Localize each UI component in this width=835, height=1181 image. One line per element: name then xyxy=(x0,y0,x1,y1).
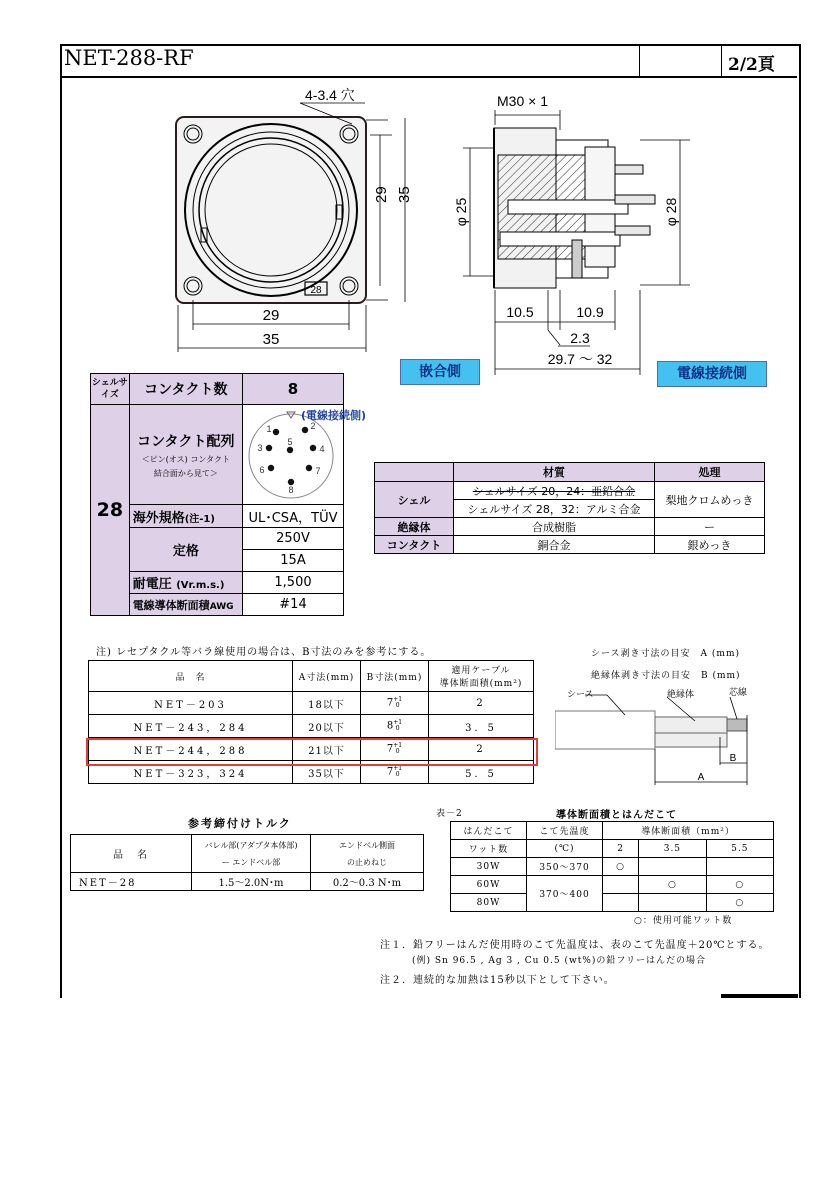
contact-pin xyxy=(273,428,279,434)
cable-b: 8 +1 0 xyxy=(361,715,429,738)
cable-table xyxy=(88,660,534,784)
solder-table xyxy=(450,821,774,912)
mating-side-badge: 嵌合側 xyxy=(400,359,480,385)
solder-cell xyxy=(603,894,639,912)
torque-header-endbell: エンドベル側面 の止めねじ xyxy=(311,835,424,873)
cable-b: 7 +1 0 xyxy=(361,738,429,761)
material-insulator: 合成樹脂 xyxy=(454,518,655,536)
technical-drawing xyxy=(0,0,835,400)
sheath-strip-text: シース剥き寸法の目安 A (mm) xyxy=(591,649,741,659)
bottom-bar xyxy=(721,994,798,998)
cable-area: 3．5 xyxy=(429,715,534,738)
a-label: A xyxy=(697,772,705,783)
solder-header-temp1: こて先温度 xyxy=(527,822,603,840)
torque-table xyxy=(70,834,424,891)
contact-pin-number: 6 xyxy=(259,464,265,475)
dimension-2-3: 2.3 xyxy=(570,330,590,346)
shell-size-value: 28 xyxy=(91,405,130,616)
torque-endbell: 0.2～0.3 N･m xyxy=(311,873,424,891)
torque-header-barrel: バレル部(アダプタ本体部) ー エンドベル部 xyxy=(192,835,311,873)
insulator-strip-text: 絶縁体剥き寸法の目安 B (mm) xyxy=(591,671,741,681)
dimension-range: 29.7 ～ 32 xyxy=(547,351,613,367)
insulator-label: 絶縁体 xyxy=(667,689,695,699)
solder-cell: ○ xyxy=(639,876,706,894)
contact-pin-number: 5 xyxy=(287,436,293,447)
contact-pin-number: 8 xyxy=(288,484,294,495)
torque-header-name: 品 名 xyxy=(71,835,192,873)
treatment-insulator: ー xyxy=(655,518,765,536)
cable-area: 2 xyxy=(429,692,534,715)
solder-area-5-5: 5.5 xyxy=(706,840,773,858)
awg-value: #14 xyxy=(243,594,344,616)
contact-pin xyxy=(266,444,272,450)
solder-cell xyxy=(639,858,706,876)
cable-row xyxy=(89,761,534,784)
wire-side-note: (電線接続側) xyxy=(301,409,367,422)
treatment-contact: 銀めっき xyxy=(655,536,765,554)
cable-area: 2 xyxy=(429,738,534,761)
solder-area-3-5: 3.5 xyxy=(639,840,706,858)
cable-name: NET－243，284 xyxy=(89,715,293,738)
contact-pin xyxy=(310,444,316,450)
contact-pin-number: 1 xyxy=(266,423,272,434)
note-1: 注１．鉛フリーはんだ使用時のこて先温度は、表のこて先温度＋20℃とする。 xyxy=(380,940,770,951)
cable-header-b: B寸法(mm) xyxy=(361,661,429,692)
contact-count-header: コンタクト数 xyxy=(129,374,242,405)
shell-mark: 28 xyxy=(310,285,322,296)
solder-t-60-80: 370～400 xyxy=(527,876,603,912)
treatment-shell: 梨地クロムめっき xyxy=(655,482,765,518)
contact-pin xyxy=(287,446,293,452)
contact-pin-number: 3 xyxy=(257,442,263,453)
material-shell-line2: シェルサイズ 28，32：アルミ合金 xyxy=(454,500,655,518)
cable-name: NET－203 xyxy=(89,692,293,715)
cable-name: NET－323，324 xyxy=(89,761,293,784)
materials-header-treatment: 処理 xyxy=(655,463,765,482)
solder-table-no: 表－2 xyxy=(436,809,463,819)
b-label: B xyxy=(729,753,737,764)
overseas-standard-label: 海外規格(注-1) xyxy=(129,505,242,528)
diameter-28: φ 28 xyxy=(663,197,679,227)
note-1-example: (例) Sn 96.5 , Ag 3 , Cu 0.5 (wt%)の鉛フリーはんだの場合 xyxy=(412,956,707,966)
solder-header-iron1: はんだこて xyxy=(451,822,527,840)
solder-t-30: 350～370 xyxy=(527,858,603,876)
wire-side-badge: 電線接続側 xyxy=(657,361,767,387)
cable-a: 35以下 xyxy=(293,761,361,784)
torque-name: NET－28 xyxy=(71,873,192,891)
cable-b: 7 +1 0 xyxy=(361,761,429,784)
solder-header-iron2: ワット数 xyxy=(451,840,527,858)
solder-cell xyxy=(639,894,706,912)
note-2: 注２．連続的な加熱は15秒以下として下さい。 xyxy=(380,975,615,986)
cable-b: 7 +1 0 xyxy=(361,692,429,715)
contact-layout-label: コンタクト配列 ＜ピン(オス) コンタクト 結合面から見て＞ xyxy=(129,405,242,505)
solder-cell xyxy=(706,858,773,876)
cable-row xyxy=(89,738,534,761)
material-part-contact: コンタクト xyxy=(375,536,454,554)
solder-header-area: 導体断面積（mm²） xyxy=(603,822,774,840)
sheath-label: シース xyxy=(567,689,594,699)
contact-pin-number: 4 xyxy=(319,443,325,454)
cable-row xyxy=(89,692,534,715)
material-part-shell: シェル xyxy=(375,482,454,518)
diameter-25: φ 25 xyxy=(453,197,469,227)
contact-pin-number: 2 xyxy=(310,420,316,431)
core-label: 芯線 xyxy=(729,687,748,697)
materials-header-material: 材質 xyxy=(454,463,655,482)
contact-pin xyxy=(268,464,274,470)
cable-name: NET－244，288 xyxy=(89,738,293,761)
contact-pin xyxy=(306,464,312,470)
page-number: 2/2頁 xyxy=(728,55,775,75)
solder-area-2: 2 xyxy=(603,840,639,858)
cable-row xyxy=(89,715,534,738)
front-view xyxy=(176,117,366,303)
dimension-29-vertical: 29 xyxy=(373,186,390,203)
solder-cell xyxy=(603,876,639,894)
dimension-29-horizontal: 29 xyxy=(262,307,280,324)
dimension-10-9: 10.9 xyxy=(576,304,604,320)
cable-header-area: 適用ケーブル 導体断面積(mm²) xyxy=(429,661,534,692)
solder-w-30: 30W xyxy=(451,858,527,876)
cable-header-name: 品 名 xyxy=(89,661,293,692)
overseas-standard-value: UL･CSA，TÜV xyxy=(243,505,344,528)
materials-table xyxy=(374,462,765,554)
dimension-10-5: 10.5 xyxy=(506,304,534,320)
solder-cell: ○ xyxy=(706,894,773,912)
dimension-35-vertical: 35 xyxy=(396,186,413,203)
strip-diagram xyxy=(555,685,755,790)
drawing-title: NET-288-RF xyxy=(64,46,194,70)
withstand-voltage-value: 1,500 xyxy=(243,572,344,594)
torque-title: 参考締付けトルク xyxy=(188,817,292,830)
solder-w-80: 80W xyxy=(451,894,527,912)
solder-legend: ○：使用可能ワット数 xyxy=(634,916,733,926)
dimension-35-horizontal: 35 xyxy=(262,331,280,348)
thread-dimension: M30 × 1 xyxy=(497,93,548,109)
cable-a: 20以下 xyxy=(293,715,361,738)
material-contact: 銅合金 xyxy=(454,536,655,554)
cable-area: 5．5 xyxy=(429,761,534,784)
cable-a: 18以下 xyxy=(293,692,361,715)
shell-size-header: シェルサイズ xyxy=(91,374,130,405)
material-shell-line1: シェルサイズ 20，24：亜鉛合金 xyxy=(454,482,655,500)
hole-dimension: 4-3.4 穴 xyxy=(305,87,355,103)
contact-pin xyxy=(302,426,308,432)
withstand-voltage-label: 耐電圧 (Vr.m.s.) xyxy=(129,572,242,594)
solder-w-60: 60W xyxy=(451,876,527,894)
rating-label: 定格 xyxy=(129,528,242,572)
side-view xyxy=(494,128,655,288)
solder-cell: ○ xyxy=(706,876,773,894)
contact-count-value: 8 xyxy=(243,374,344,405)
solder-header-temp2: (℃) xyxy=(527,840,603,858)
materials-corner xyxy=(375,463,454,482)
solder-title: 導体断面積とはんだこて xyxy=(556,810,677,821)
solder-cell: ○ xyxy=(603,858,639,876)
rating-current: 15A xyxy=(243,550,344,572)
rating-voltage: 250V xyxy=(243,528,344,550)
cable-note: 注) レセプタクル等バラ線使用の場合は、B寸法のみを参考にする。 xyxy=(96,647,432,658)
torque-barrel: 1.5～2.0N･m xyxy=(192,873,311,891)
material-part-insulator: 絶縁体 xyxy=(375,518,454,536)
cable-header-a: A寸法(mm) xyxy=(293,661,361,692)
contact-pin-number: 7 xyxy=(315,465,321,476)
awg-label: 電線導体断面積AWG xyxy=(129,594,242,616)
cable-a: 21以下 xyxy=(293,738,361,761)
